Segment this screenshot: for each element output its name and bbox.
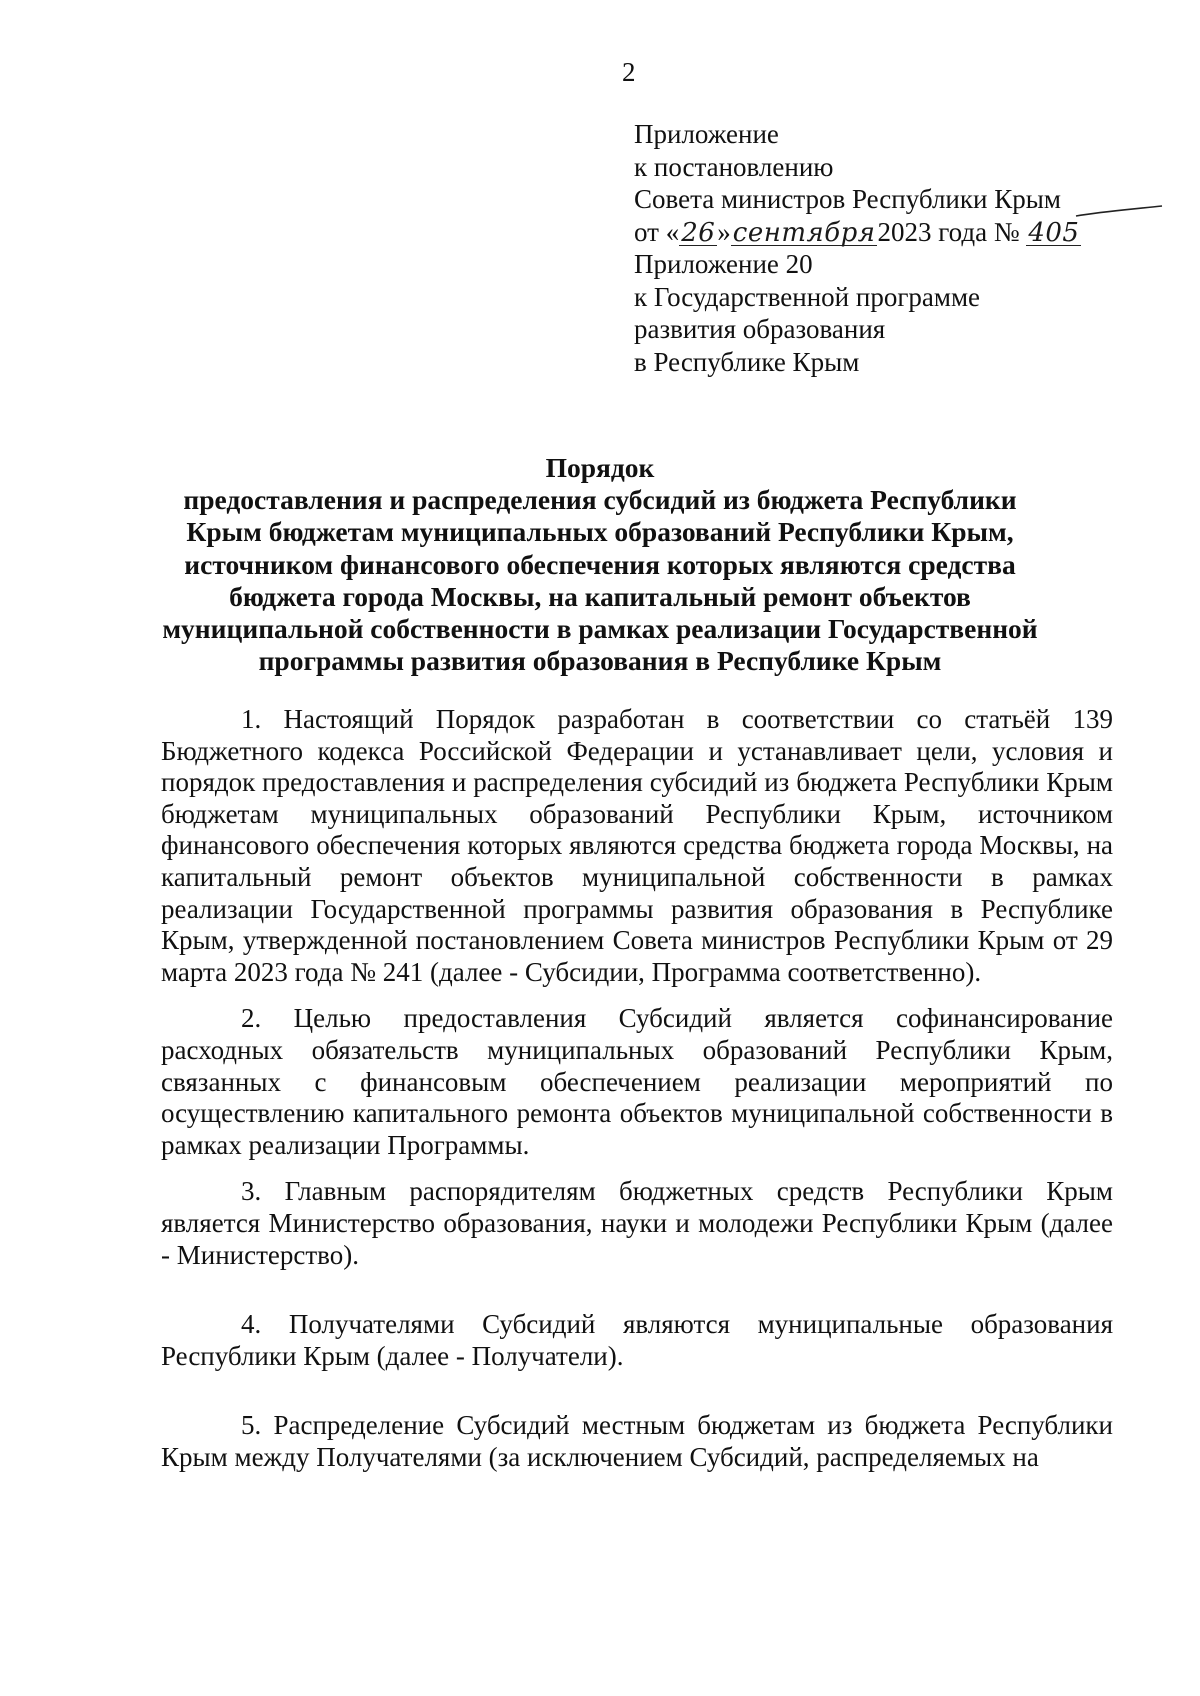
signature-flourish-icon xyxy=(1074,202,1164,222)
date-separator: » xyxy=(717,216,731,247)
paragraph-1: 1. Настоящий Порядок разработан в соответствии со статьёй 139 Бюджетного кодекса Российской Федерации и устанавливает цели, условия и порядок предоставления и распределения субсидий из бюджета Республики Крым бюджетам муниципальных образований Республики Крым, источником финансового обеспечения которых являются средства бюджета города Москвы, на капитальный ремонт объектов муниципальной собственности в рамках реализации Государственной программы развития образования в Республике Крым, утвержденной постановлением Совета министров Республики Крым от 29 марта 2023 года № 241 (далее - Субсидии, Программа соответственно). xyxy=(161,704,1113,987)
handwritten-day: 26 xyxy=(681,217,716,248)
appendix-line-2: к постановлению xyxy=(634,151,834,182)
paragraph-4: 4. Получателями Субсидий являются муниципальные образования Республики Крым (далее - Получатели). xyxy=(161,1309,1113,1371)
title-line-1: предоставления и распределения субсидий из бюджета Республики xyxy=(183,484,1017,516)
appendix-line-8: в Республике Крым xyxy=(634,346,860,377)
title-line-2: Крым бюджетам муниципальных образований Республики Крым, xyxy=(186,516,1014,548)
appendix-line-5: Приложение 20 xyxy=(634,249,813,279)
appendix-header xyxy=(634,118,1154,378)
paragraph-5: 5. Распределение Субсидий местным бюджетам из бюджета Республики Крым между Получателями (за исключением Субсидий, распределяемых на xyxy=(161,1410,1113,1472)
document-title xyxy=(150,452,1050,677)
date-year: 2023 года № xyxy=(877,216,1020,247)
title-heading: Порядок xyxy=(545,452,655,483)
appendix-line-6: к Государственной программе xyxy=(634,281,981,312)
appendix-line-3: Совета министров Республики Крым xyxy=(634,184,1061,214)
date-prefix: от « xyxy=(634,216,680,247)
title-line-6: программы развития образования в Республике Крым xyxy=(258,645,942,677)
handwritten-month: сентября xyxy=(732,217,876,248)
paragraph-3: 3. Главным распорядителям бюджетных средств Республики Крым является Министерство образования, науки и молодежи Республики Крым (далее - Министерство). xyxy=(161,1176,1113,1270)
appendix-line-7: развития образования xyxy=(634,314,886,344)
document-body xyxy=(161,704,1113,1473)
paragraph-2: 2. Целью предоставления Субсидий является софинансирование расходных обязательств муниципальных образований Республики Крым, связанных с финансовым обеспечением реализации мероприятий по осуществлению капитального ремонта объектов муниципальной собственности в рамках реализации Программы. xyxy=(161,1003,1113,1160)
title-line-3: источником финансового обеспечения которых являются средства xyxy=(184,548,1016,580)
handwritten-number: 405 xyxy=(1028,217,1080,248)
appendix-line-1: Приложение xyxy=(634,119,779,149)
title-line-4: бюджета города Москвы, на капитальный ремонт объектов xyxy=(229,580,971,612)
page-number: 2 xyxy=(622,57,636,87)
title-line-5: муниципальной собственности в рамках реализации Государственной xyxy=(162,613,1038,645)
